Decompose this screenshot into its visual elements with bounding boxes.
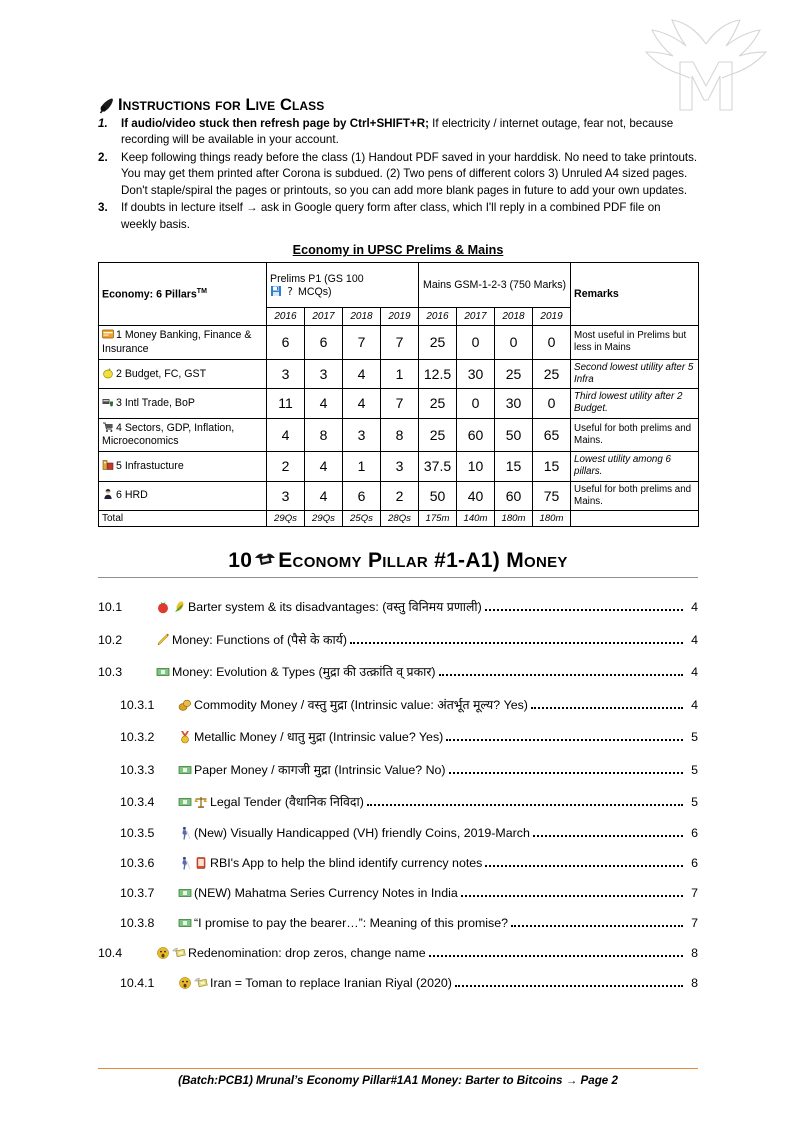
toc-label xyxy=(178,856,482,870)
cell-value: 4 xyxy=(305,452,343,481)
toc-label xyxy=(178,826,530,840)
cell-value: 1 xyxy=(381,359,419,388)
cell-value: 50 xyxy=(419,481,457,510)
toc-entry[interactable] xyxy=(98,826,698,841)
cell-value: 3 xyxy=(343,418,381,452)
header-prelims-line2: ? MCQs) xyxy=(270,285,415,298)
table-row xyxy=(99,326,699,360)
hushed-face-icon xyxy=(156,946,170,960)
table-body xyxy=(99,326,699,527)
toc-dots xyxy=(511,925,683,927)
toc-label-text: Metallic Money / धातु मुद्रा (Intrinsic value? Yes) xyxy=(194,730,444,745)
table-total-row xyxy=(99,511,699,527)
toc-entry[interactable] xyxy=(98,598,698,615)
toc-number: 10.3.2 xyxy=(120,730,155,745)
credit-card-icon xyxy=(102,328,114,340)
section-divider xyxy=(98,577,698,578)
cell-value: 6 xyxy=(267,326,305,360)
instruction-number: 2. xyxy=(98,150,108,164)
toc-entry[interactable] xyxy=(98,886,698,901)
toc-label xyxy=(178,728,443,745)
cell-value: 8 xyxy=(305,418,343,452)
table-row xyxy=(99,359,699,388)
instructions-heading xyxy=(98,96,698,113)
cell-value: 0 xyxy=(457,326,495,360)
toc-dots xyxy=(485,609,683,611)
toc-page: 8 xyxy=(691,975,698,990)
toc-number: 10.1 xyxy=(98,600,123,615)
megaphone-icon xyxy=(98,97,115,114)
table-header-row-groups xyxy=(99,263,699,308)
table-title: Economy in UPSC Prelims & Mains xyxy=(292,243,504,258)
instruction-number: 1. xyxy=(98,117,108,130)
toc-dots xyxy=(449,772,683,774)
table-row xyxy=(99,452,699,481)
cell-value: 15 xyxy=(495,452,533,481)
blind-person-icon xyxy=(178,856,192,870)
cell-value: 25 xyxy=(533,359,571,388)
pillar-cell: 3 Intl Trade, BoP xyxy=(99,389,267,418)
toc-label xyxy=(156,946,426,960)
section-heading xyxy=(98,549,698,576)
toc-label xyxy=(178,976,452,990)
cell-value: 0 xyxy=(533,326,571,360)
toc-label xyxy=(156,663,436,680)
toc-number: 10.3.5 xyxy=(120,825,155,840)
year-header: 2019 xyxy=(533,308,571,326)
cell-value: 40 xyxy=(457,481,495,510)
section-heading-wrap xyxy=(98,549,698,578)
banknote-icon xyxy=(156,665,170,679)
toc-label-text: Commodity Money / वस्तु मुद्रा (Intrinsic value: अंतर्भूत मूल्य? Yes) xyxy=(194,697,528,712)
header-pillars: Economy: 6 Pillars™ xyxy=(99,263,267,326)
instruction-number: 3. xyxy=(98,201,108,215)
toc-page: 4 xyxy=(691,600,698,615)
header-prelims xyxy=(267,263,419,308)
total-label: Total xyxy=(99,511,267,527)
header-prelims-line1: Prelims P1 (GS 100 xyxy=(270,272,364,285)
toc-dots xyxy=(461,895,683,897)
footer-text: (Batch:PCB1) Mrunal’s Economy Pillar#1A1 Money: Barter to Bitcoins → Page 2 xyxy=(178,1074,618,1087)
toc-page: 4 xyxy=(691,632,698,647)
cell-value: 25 xyxy=(495,359,533,388)
total-value: 29Qs xyxy=(305,511,343,527)
total-value: 29Qs xyxy=(267,511,305,527)
cell-value: 0 xyxy=(495,326,533,360)
toc-dots xyxy=(485,865,683,867)
toc-dots xyxy=(350,642,683,644)
cell-value: 0 xyxy=(457,389,495,418)
toc-entry[interactable] xyxy=(98,696,698,713)
cell-value: 4 xyxy=(343,359,381,388)
balance-scale-icon xyxy=(194,795,208,809)
total-value: 140m xyxy=(457,511,495,527)
toc-number: 10.3.4 xyxy=(120,795,155,810)
pillar-cell: 2 Budget, FC, GST xyxy=(99,359,267,388)
shopping-cart-icon xyxy=(102,421,114,433)
toc-label xyxy=(178,696,528,713)
header-remarks: Remarks xyxy=(571,263,699,326)
cell-value: 60 xyxy=(495,481,533,510)
toc-dots xyxy=(429,955,683,957)
cell-value: 37.5 xyxy=(419,452,457,481)
toc-entry[interactable] xyxy=(98,663,698,680)
cell-value: 8 xyxy=(381,418,419,452)
year-header: 2016 xyxy=(267,308,305,326)
remark-cell: Most useful in Prelims but less in Mains xyxy=(571,326,699,360)
toc-dots xyxy=(439,674,683,676)
toc-label-text: Redenomination: drop zeros, change name xyxy=(188,945,426,960)
cell-value: 6 xyxy=(343,481,381,510)
instruction-text: If doubts in lecture itself → ask in Google query form after class, which I'll reply in a combined PDF file on weekly basis. xyxy=(121,201,661,231)
toc-page: 4 xyxy=(691,665,698,680)
toc-label-text: Paper Money / कागजी मुद्रा (Intrinsic Value? No) xyxy=(194,762,446,777)
year-header: 2017 xyxy=(457,308,495,326)
banknote-icon xyxy=(178,763,192,777)
toc-page: 8 xyxy=(691,945,698,960)
blind-person-icon xyxy=(178,826,192,840)
tomato-icon xyxy=(156,600,170,614)
cell-value: 15 xyxy=(533,452,571,481)
toc-page: 7 xyxy=(691,885,698,900)
toc-entry[interactable] xyxy=(98,946,698,961)
money-with-wings-icon xyxy=(172,946,186,960)
cell-value: 6 xyxy=(305,326,343,360)
table-row xyxy=(99,389,699,418)
toc-number: 10.2 xyxy=(98,632,123,647)
year-header: 2018 xyxy=(495,308,533,326)
cell-value: 2 xyxy=(381,481,419,510)
remark-cell: Lowest utility among 6 pillars. xyxy=(571,452,699,481)
toc-number: 10.4 xyxy=(98,945,123,960)
corn-icon xyxy=(172,600,186,614)
toc-entry[interactable] xyxy=(98,761,698,778)
toc-number: 10.3.8 xyxy=(120,915,155,930)
factory-infrastructure-icon xyxy=(102,459,114,471)
instruction-rest: If electricity / internet outage, fear not, because recording will be available in your account. xyxy=(121,117,674,147)
cell-value: 65 xyxy=(533,418,571,452)
cell-value: 4 xyxy=(305,481,343,510)
pencil-icon xyxy=(156,633,170,647)
cell-value: 7 xyxy=(381,389,419,418)
header-mains: Mains GSM-1-2-3 (750 Marks) xyxy=(419,263,571,308)
toc-page: 5 xyxy=(691,762,698,777)
toc-dots xyxy=(531,707,683,709)
economy-pillars-table xyxy=(98,262,699,527)
total-value: 25Qs xyxy=(343,511,381,527)
total-value: 180m xyxy=(533,511,571,527)
toc-label-text: Iran = Toman to replace Iranian Riyal (2020) xyxy=(210,975,452,990)
instructions-list xyxy=(98,116,698,233)
toc-entry[interactable] xyxy=(98,916,698,931)
cell-value: 3 xyxy=(267,359,305,388)
instruction-item-1 xyxy=(98,116,698,149)
cell-value: 2 xyxy=(267,452,305,481)
footer-divider xyxy=(98,1068,698,1069)
toc-dots xyxy=(446,739,683,741)
pillar-cell: 5 Infrastucture xyxy=(99,452,267,481)
cell-value: 0 xyxy=(533,389,571,418)
toc-page: 6 xyxy=(691,855,698,870)
toc-dots xyxy=(455,985,683,987)
total-value: 28Qs xyxy=(381,511,419,527)
toc-dots xyxy=(367,804,683,806)
table-row xyxy=(99,481,699,510)
lemon-icon xyxy=(102,367,114,379)
toc-number: 10.3.6 xyxy=(120,855,155,870)
section-number: 10 xyxy=(228,549,253,573)
year-header: 2019 xyxy=(381,308,419,326)
instruction-bold-lead: If audio/video stuck then refresh page by Ctrl+SHIFT+R; xyxy=(121,117,429,130)
toc-entry[interactable] xyxy=(98,631,698,648)
cell-value: 4 xyxy=(343,389,381,418)
mobile-app-icon xyxy=(194,856,208,870)
toc-dots xyxy=(533,835,683,837)
toc-label xyxy=(178,886,458,900)
banknote-icon xyxy=(178,795,192,809)
instruction-item-2 xyxy=(98,150,698,199)
cell-value: 4 xyxy=(267,418,305,452)
toc-label xyxy=(156,598,482,615)
remark-cell: Second lowest utility after 5 Infra xyxy=(571,359,699,388)
toc-number: 10.3.1 xyxy=(120,697,155,712)
toc-label-text: Barter system & its disadvantages: (वस्तु विनिमय प्रणाली) xyxy=(188,600,482,615)
cell-value: 3 xyxy=(267,481,305,510)
coins-icon xyxy=(178,698,192,712)
instruction-text: Keep following things ready before the class (1) Handout PDF saved in your harddisk. No need to take printouts. You may get them printed after Corona is subdued. (2) Two pens of different colors 3) Unruled A4 sized pages. Don't staple/spiral the pages or printouts, so you can add more blank pages in future to add your own updates. xyxy=(121,150,698,197)
toc-label-text: (NEW) Mahatma Series Currency Notes in India xyxy=(194,885,458,900)
toc-label-text: Money: Functions of (पैसे के कार्य) xyxy=(172,632,347,647)
toc-entry[interactable] xyxy=(98,856,698,871)
page-content xyxy=(98,96,698,1006)
money-with-wings-icon xyxy=(254,551,276,571)
toc-page: 5 xyxy=(691,795,698,810)
toc-label xyxy=(178,761,446,778)
money-with-wings-icon xyxy=(194,976,208,990)
cell-value: 12.5 xyxy=(419,359,457,388)
floppy-disk-icon xyxy=(270,285,282,297)
total-value: 180m xyxy=(495,511,533,527)
hushed-face-icon xyxy=(178,976,192,990)
toc-entry[interactable] xyxy=(98,976,698,991)
banknote-icon xyxy=(178,886,192,900)
cell-value: 7 xyxy=(343,326,381,360)
instruction-text xyxy=(121,116,698,149)
cell-value: 11 xyxy=(267,389,305,418)
toc-label-text: “I promise to pay the bearer…”: Meaning of this promise? xyxy=(194,915,509,930)
medal-icon xyxy=(178,730,192,744)
toc-label-text: Money: Evolution & Types (मुद्रा की उत्क्रांति व् प्रकार) xyxy=(172,665,436,680)
toc-page: 4 xyxy=(691,697,698,712)
cell-value: 30 xyxy=(495,389,533,418)
remark-cell: Third lowest utility after 2 Budget. xyxy=(571,389,699,418)
cell-value: 30 xyxy=(457,359,495,388)
toc-label-text: (New) Visually Handicapped (VH) friendly Coins, 2019-March xyxy=(194,825,530,840)
toc-number: 10.4.1 xyxy=(120,975,155,990)
instructions-heading-text: Instructions for Live Class xyxy=(118,95,325,114)
toc-label xyxy=(178,793,364,810)
cell-value: 4 xyxy=(305,389,343,418)
toc-page: 7 xyxy=(691,915,698,930)
toc-number: 10.3 xyxy=(98,665,123,680)
question-mark-icon xyxy=(284,285,296,297)
pillar-cell: 6 HRD xyxy=(99,481,267,510)
svg-text:?: ? xyxy=(287,284,293,297)
cell-value: 1 xyxy=(343,452,381,481)
cell-value: 25 xyxy=(419,326,457,360)
cell-value: 75 xyxy=(533,481,571,510)
year-header: 2017 xyxy=(305,308,343,326)
cell-value: 25 xyxy=(419,389,457,418)
banknote-icon xyxy=(178,916,192,930)
toc-entry[interactable] xyxy=(98,728,698,745)
toc-label xyxy=(156,631,347,648)
cell-value: 25 xyxy=(419,418,457,452)
cell-value: 10 xyxy=(457,452,495,481)
shipping-trade-icon xyxy=(102,396,114,408)
instruction-item-3 xyxy=(98,200,698,233)
year-header: 2016 xyxy=(419,308,457,326)
cell-value: 3 xyxy=(305,359,343,388)
total-value: 175m xyxy=(419,511,457,527)
table-row xyxy=(99,418,699,452)
cell-value: 7 xyxy=(381,326,419,360)
pillar-cell: 4 Sectors, GDP, Inflation, Microeconomics xyxy=(99,418,267,452)
year-header: 2018 xyxy=(343,308,381,326)
cell-value: 60 xyxy=(457,418,495,452)
cell-value: 50 xyxy=(495,418,533,452)
pillar-cell: 1 Money Banking, Finance & Insurance xyxy=(99,326,267,360)
toc-number: 10.3.7 xyxy=(120,885,155,900)
section-title: Economy Pillar #1-A1) Money xyxy=(278,549,568,573)
toc-page: 6 xyxy=(691,825,698,840)
total-remark xyxy=(571,511,699,527)
toc-label-text: RBI's App to help the blind identify currency notes xyxy=(210,855,483,870)
toc-entry[interactable] xyxy=(98,793,698,810)
person-icon xyxy=(102,488,114,500)
toc-label-text: Legal Tender (वैधानिक निविदा) xyxy=(210,795,364,810)
cell-value: 3 xyxy=(381,452,419,481)
toc-label xyxy=(178,916,508,930)
table-of-contents xyxy=(98,598,698,990)
toc-page: 5 xyxy=(691,730,698,745)
remark-cell: Useful for both prelims and Mains. xyxy=(571,481,699,510)
toc-number: 10.3.3 xyxy=(120,762,155,777)
remark-cell: Useful for both prelims and Mains. xyxy=(571,418,699,452)
